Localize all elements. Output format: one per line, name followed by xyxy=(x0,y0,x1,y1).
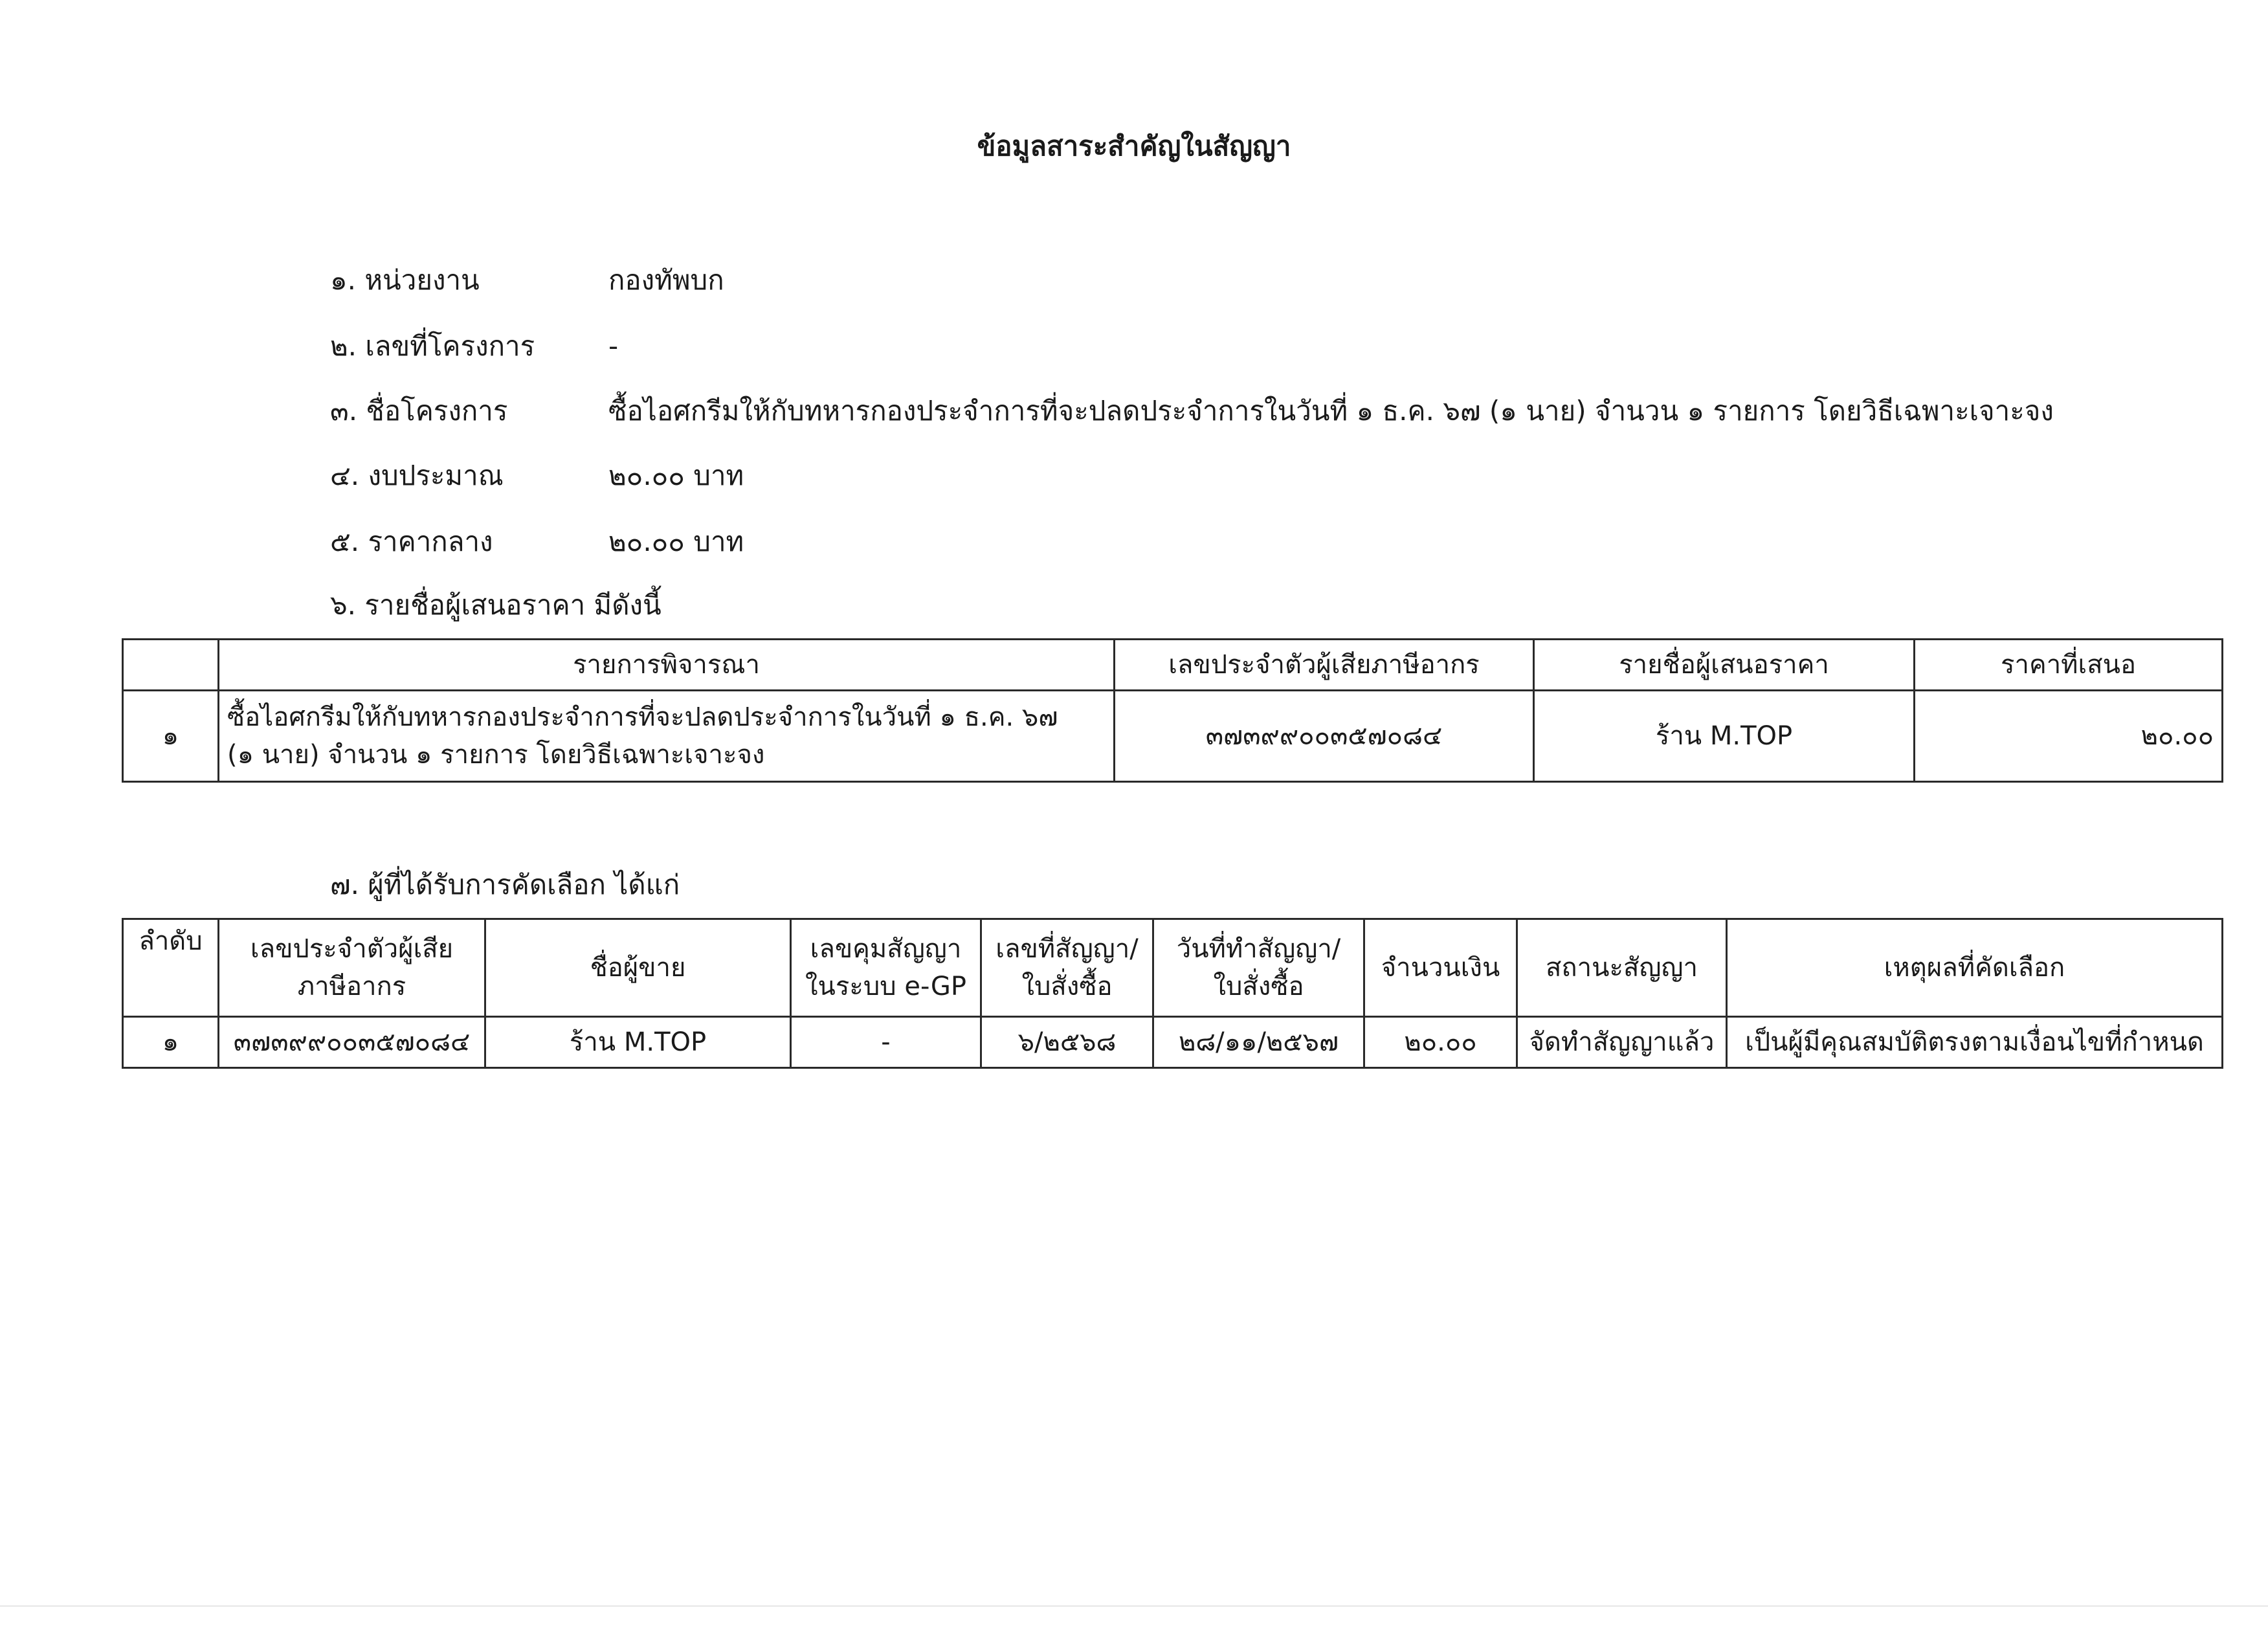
info-row-project-name xyxy=(330,388,2054,434)
info-label: ๒. เลขที่โครงการ xyxy=(330,330,535,362)
table-header-row xyxy=(123,640,2223,691)
info-row-project-number xyxy=(330,324,618,369)
info-value: ซื้อไอศกรีมให้กับทหารกองประจำการที่จะปลดประจำการในวันที่ ๑ ธ.ค. ๖๗ (๑ นาย) จำนวน ๑ รายการ โดยวิธีเฉพาะเจาะจง xyxy=(608,395,2054,427)
col-header-date-line-2: ใบสั่งซื้อ xyxy=(1213,972,1304,1001)
cell-contract-date: ๒๘/๑๑/๒๕๖๗ xyxy=(1153,1017,1364,1068)
col-header-control-line-2: ในระบบ e-GP xyxy=(805,972,966,1001)
col-header-contract-line-1: เลขที่สัญญา/ xyxy=(995,934,1139,964)
col-header-no xyxy=(123,640,219,691)
cell-seller: ร้าน M.TOP xyxy=(485,1017,791,1068)
col-header-tax-id-line-1: เลขประจำตัวผู้เสีย xyxy=(250,934,454,964)
col-header-control-number xyxy=(791,919,981,1017)
cell-amount: ๒๐.๐๐ xyxy=(1364,1017,1517,1068)
info-label: ๕. ราคากลาง xyxy=(330,526,493,557)
bidders-table xyxy=(122,638,2223,783)
cell-price: ๒๐.๐๐ xyxy=(1915,691,2223,782)
col-header-amount: จำนวนเงิน xyxy=(1364,919,1517,1017)
col-header-tax-id xyxy=(219,919,485,1017)
cell-status: จัดทำสัญญาแล้ว xyxy=(1517,1017,1727,1068)
section-7-heading: ๗. ผู้ที่ได้รับการคัดเลือก ได้แก่ xyxy=(330,869,680,900)
info-row-median-price xyxy=(330,519,744,564)
info-value: กองทัพบก xyxy=(608,264,724,296)
col-header-status: สถานะสัญญา xyxy=(1517,919,1727,1017)
cell-tax-id: ๓๗๓๙๙๐๐๓๕๗๐๘๔ xyxy=(219,1017,485,1068)
info-label: ๓. ชื่อโครงการ xyxy=(330,395,508,427)
col-header-contract-date xyxy=(1153,919,1364,1017)
col-header-bidder: รายชื่อผู้เสนอราคา xyxy=(1534,640,1915,691)
col-header-control-line-1: เลขคุมสัญญา xyxy=(810,934,962,964)
col-header-contract-number xyxy=(981,919,1153,1017)
col-header-seller: ชื่อผู้ขาย xyxy=(485,919,791,1017)
cell-order: ๑ xyxy=(123,1017,219,1068)
scan-edge-line xyxy=(0,1605,2268,1607)
cell-item-line-2: (๑ นาย) จำนวน ๑ รายการ โดยวิธีเฉพาะเจาะจง xyxy=(227,740,765,770)
cell-control-number: - xyxy=(791,1017,981,1068)
col-header-order: ลำดับ xyxy=(123,919,219,1017)
info-row-budget xyxy=(330,453,744,498)
col-header-contract-line-2: ใบสั่งซื้อ xyxy=(1021,972,1113,1001)
cell-item-line-1: ซื้อไอศกรีมให้กับทหารกองประจำการที่จะปลดประจำการในวันที่ ๑ ธ.ค. ๖๗ xyxy=(227,702,1058,732)
col-header-price: ราคาที่เสนอ xyxy=(1915,640,2223,691)
selected-vendor-table xyxy=(122,918,2223,1069)
col-header-tax-id: เลขประจำตัวผู้เสียภาษีอากร xyxy=(1115,640,1534,691)
col-header-date-line-1: วันที่ทำสัญญา/ xyxy=(1176,934,1341,964)
table-row xyxy=(123,691,2223,782)
info-value: - xyxy=(608,330,619,362)
col-header-reason: เหตุผลที่คัดเลือก xyxy=(1727,919,2223,1017)
cell-reason: เป็นผู้มีคุณสมบัติตรงตามเงื่อนไขที่กำหนด xyxy=(1727,1017,2223,1068)
info-label: ๑. หน่วยงาน xyxy=(330,264,480,296)
cell-tax-id: ๓๗๓๙๙๐๐๓๕๗๐๘๔ xyxy=(1115,691,1534,782)
info-label: ๔. งบประมาณ xyxy=(330,460,504,491)
info-row-agency xyxy=(330,258,724,303)
col-header-item: รายการพิจารณา xyxy=(219,640,1115,691)
cell-contract-number: ๖/๒๕๖๘ xyxy=(981,1017,1153,1068)
cell-item xyxy=(219,691,1115,782)
table-row xyxy=(123,1017,2223,1068)
info-value: ๒๐.๐๐ บาท xyxy=(608,526,744,557)
cell-no: ๑ xyxy=(123,691,219,782)
section-6-heading: ๖. รายชื่อผู้เสนอราคา มีดังนี้ xyxy=(330,589,662,621)
table-header-row xyxy=(123,919,2223,1017)
col-header-tax-id-line-2: ภาษีอากร xyxy=(297,972,406,1001)
cell-bidder: ร้าน M.TOP xyxy=(1534,691,1915,782)
info-value: ๒๐.๐๐ บาท xyxy=(608,460,744,491)
document-title: ข้อมูลสาระสำคัญในสัญญา xyxy=(977,130,1291,162)
